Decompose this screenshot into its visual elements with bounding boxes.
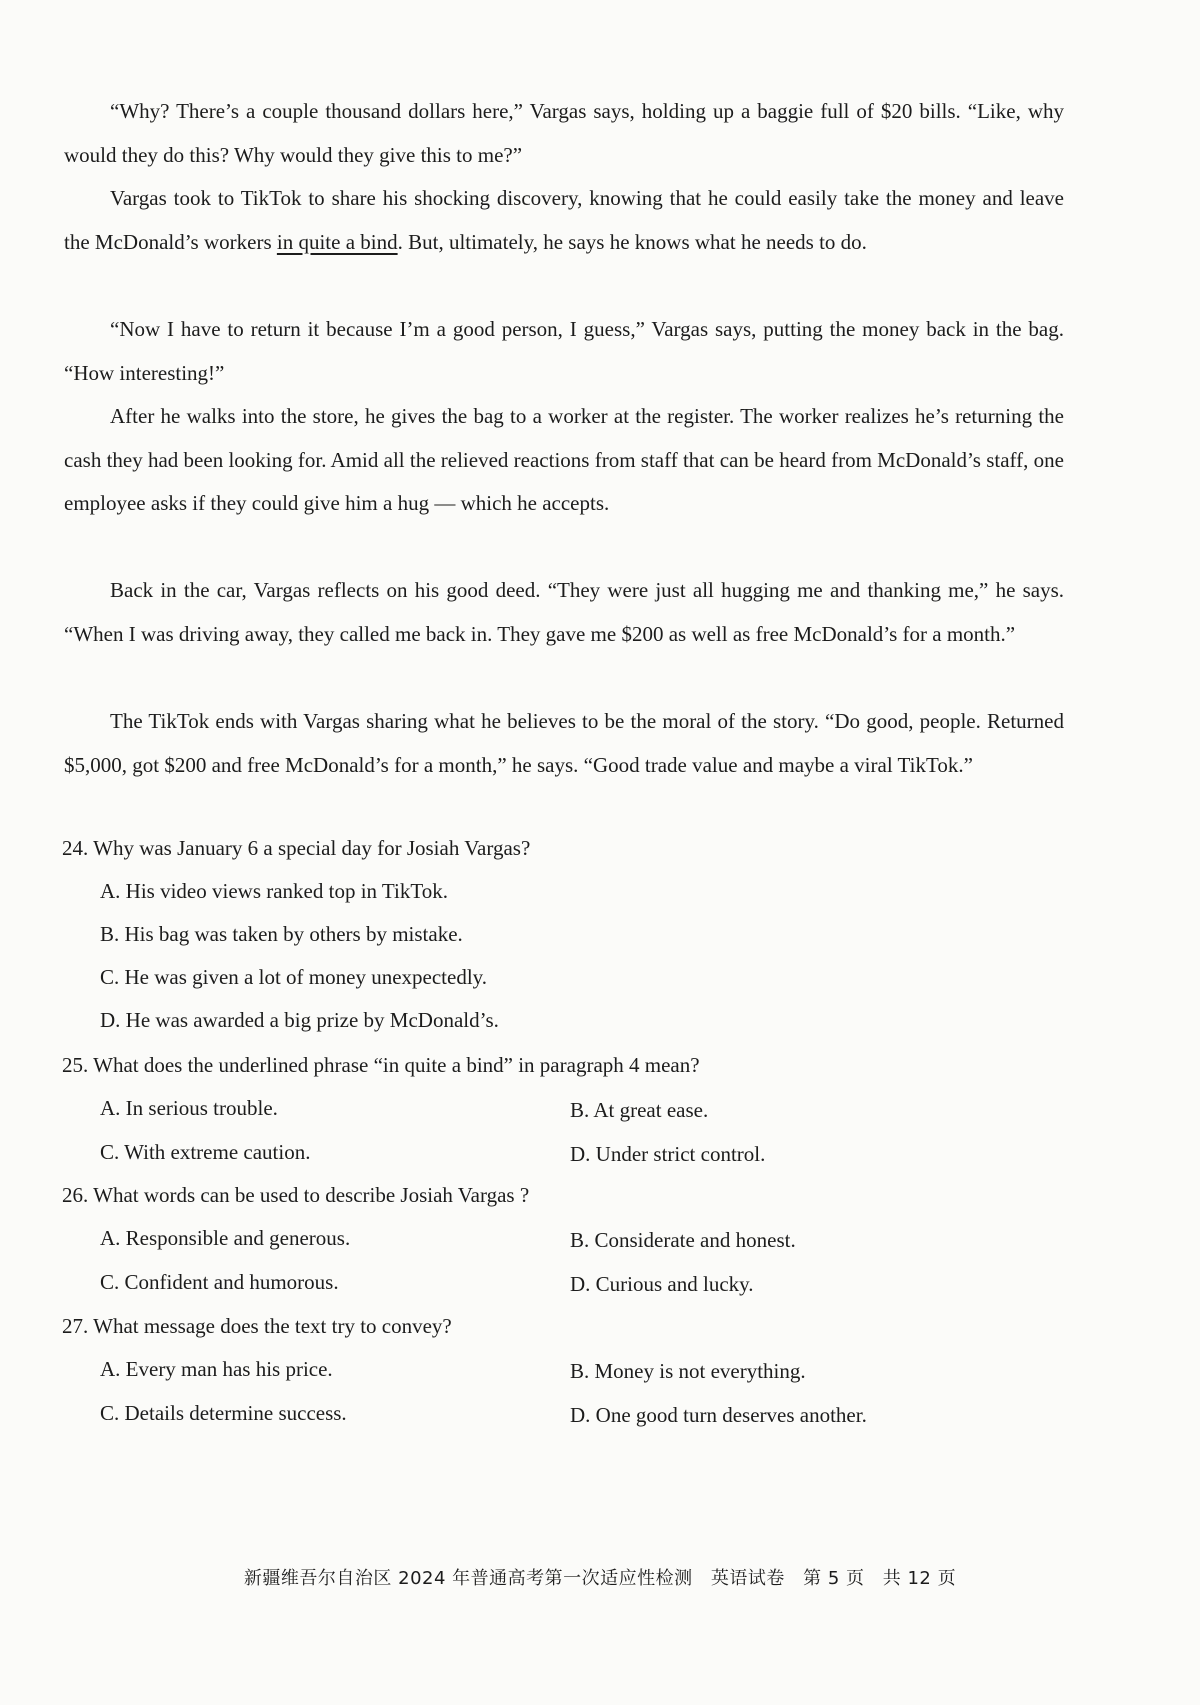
question-27-option-b: B. Money is not everything.	[570, 1359, 806, 1383]
footer-page-number: 第 5 页	[803, 1568, 865, 1589]
paragraph-3: “Now I have to return it because I’m a good person, I guess,” Vargas says, putting the money back in the bag. “How interesting!”	[64, 317, 1064, 385]
question-25-stem: 25. What does the underlined phrase “in quite a bind” in paragraph 4 mean?	[62, 1053, 700, 1077]
paragraph-4: After he walks into the store, he gives the bag to a worker at the register. The worker realizes he’s returning the cash they had been looking for. Amid all the relieved reactions from staff that can be heard from McDonald’s staff, one employee asks if they could give him a hug — which he accepts.	[64, 404, 1064, 515]
footer-subject: 英语试卷	[710, 1568, 785, 1589]
question-24-stem: 24. Why was January 6 a special day for Josiah Vargas?	[62, 836, 531, 860]
paragraph-2	[64, 177, 1064, 264]
question-27-option-c: C. Details determine success.	[100, 1401, 347, 1425]
paragraph-6: The TikTok ends with Vargas sharing what he believes to be the moral of the story. “Do good, people. Returned $5,000, got $200 and free McDonald’s for a month,” he says. “Good trade value and maybe a viral TikTok.”	[64, 709, 1064, 777]
question-25-option-b: B. At great ease.	[570, 1098, 709, 1122]
question-27-option-d: D. One good turn deserves another.	[570, 1403, 867, 1427]
question-24-option-a: A. His video views ranked top in TikTok.	[100, 879, 448, 903]
question-24-option-b: B. His bag was taken by others by mistake.	[100, 922, 463, 946]
question-26-option-b: B. Considerate and honest.	[570, 1228, 796, 1252]
question-25-option-d: D. Under strict control.	[570, 1142, 766, 1166]
footer-total-pages: 共 12 页	[882, 1568, 957, 1589]
footer-exam-title: 新疆维吾尔自治区 2024 年普通高考第一次适应性检测	[243, 1568, 693, 1589]
question-26-option-c: C. Confident and humorous.	[100, 1270, 339, 1294]
paragraph-2-before: Vargas took to TikTok to share his shocking discovery, knowing that he could easily take the money and leave the McDonald’s workers	[64, 186, 1064, 254]
question-25-option-a: A. In serious trouble.	[100, 1096, 278, 1120]
question-27-stem: 27. What message does the text try to convey?	[62, 1314, 452, 1338]
question-26-option-a: A. Responsible and generous.	[100, 1226, 351, 1250]
question-24-option-d: D. He was awarded a big prize by McDonald’s.	[100, 1008, 499, 1032]
paragraph-1: “Why? There’s a couple thousand dollars here,” Vargas says, holding up a baggie full of $20 bills. “Like, why would they do this? Why would they give this to me?”	[64, 99, 1064, 167]
question-26-stem: 26. What words can be used to describe Josiah Vargas ?	[62, 1183, 530, 1207]
question-26-option-d: D. Curious and lucky.	[570, 1272, 754, 1296]
question-25-option-c: C. With extreme caution.	[100, 1140, 311, 1164]
question-24-option-c: C. He was given a lot of money unexpectedly.	[100, 965, 488, 989]
paragraph-2-after: . But, ultimately, he says he knows what he needs to do.	[397, 229, 867, 254]
page-footer	[0, 1564, 1200, 1590]
underlined-phrase: in quite a bind	[276, 229, 398, 254]
paragraph-5: Back in the car, Vargas reflects on his good deed. “They were just all hugging me and thanking me,” he says. “When I was driving away, they called me back in. They gave me $200 as well as free McDonald’s for a month.”	[64, 578, 1064, 646]
question-27-option-a: A. Every man has his price.	[100, 1357, 333, 1381]
